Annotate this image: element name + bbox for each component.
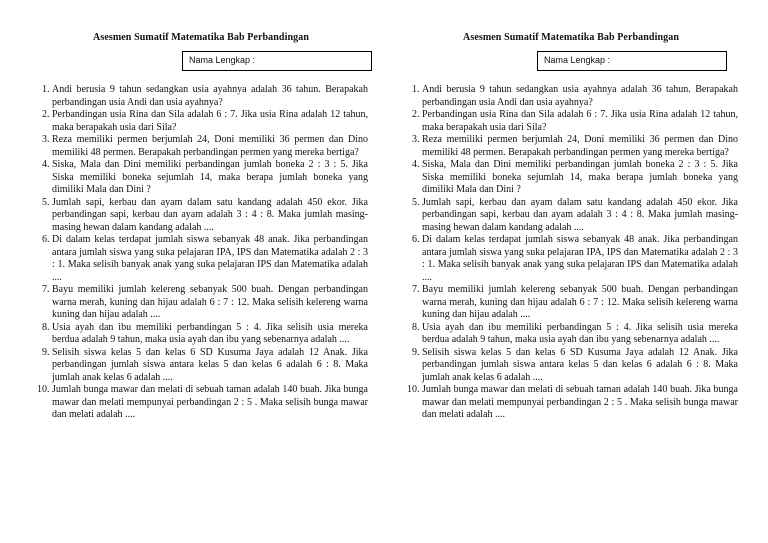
question-item: 6. Di dalam kelas terdapat jumlah siswa sebanyak 48 anak. Jika perbandingan antara jumlah siswa yang suka pelajaran IPA, IPS dan Matematika adalah 2 : 3 : 1. Maka selisih banyak anak yang suka pelajaran IPS dan Matematika adalah .... (422, 234, 738, 284)
name-field[interactable]: Nama Lengkap : (182, 51, 372, 71)
question-item: 2. Perbandingan usia Rina dan Sila adalah 6 : 7. Jika usia Rina adalah 12 tahun, maka berapakah usia dari Sila? (52, 109, 368, 134)
question-item: 8. Usia ayah dan ibu memiliki perbandingan 5 : 4. Jika selisih usia mereka berdua adalah 9 tahun, maka usia ayah dan ibu yang sebenarnya adalah .... (52, 322, 368, 347)
question-item: 5. Jumlah sapi, kerbau dan ayam dalam satu kandang adalah 450 ekor. Jika perbandingan sapi, kerbau dan ayam adalah 3 : 4 : 8. Maka jumlah masing-masing hewan dalam kandang adalah .... (422, 197, 738, 235)
worksheet-title: Asesmen Sumatif Matematika Bab Perbandingan (463, 32, 679, 43)
question-item: 10. Jumlah bunga mawar dan melati di sebuah taman adalah 140 buah. Jika bunga mawar dan melati mempunyai perbandingan 2 : 5 . Maka selisih bunga mawar dan melati adalah .... (422, 384, 738, 422)
question-item: 8. Usia ayah dan ibu memiliki perbandingan 5 : 4. Jika selisih usia mereka berdua adalah 9 tahun, maka usia ayah dan ibu yang sebenarnya adalah .... (422, 322, 738, 347)
question-item: 2. Perbandingan usia Rina dan Sila adalah 6 : 7. Jika usia Rina adalah 12 tahun, maka berapakah usia dari Sila? (422, 109, 738, 134)
name-field[interactable]: Nama Lengkap : (537, 51, 727, 71)
question-item: 10. Jumlah bunga mawar dan melati di sebuah taman adalah 140 buah. Jika bunga mawar dan melati mempunyai perbandingan 2 : 5 . Maka selisih bunga mawar dan melati adalah .... (52, 384, 368, 422)
question-item: 4. Siska, Mala dan Dini memiliki perbandingan jumlah boneka 2 : 3 : 5. Jika Siska memiliki boneka sejumlah 14, maka berapa jumlah boneka yang dimiliki Mala dan Dini ? (52, 159, 368, 197)
worksheet-right (384, 0, 768, 543)
question-item: 9. Selisih siswa kelas 5 dan kelas 6 SD Kusuma Jaya adalah 12 Anak. Jika perbandingan jumlah siswa antara kelas 5 dan kelas 6 adalah 6 : 8. Maka jumlah anak kelas 6 adalah .... (52, 347, 368, 385)
question-list (404, 84, 738, 422)
question-item: 5. Jumlah sapi, kerbau dan ayam dalam satu kandang adalah 450 ekor. Jika perbandingan sapi, kerbau dan ayam adalah 3 : 4 : 8. Maka jumlah masing-masing hewan dalam kandang adalah .... (52, 197, 368, 235)
question-item: 7. Bayu memiliki jumlah kelereng sebanyak 500 buah. Dengan perbandingan warna merah, kuning dan hijau adalah 6 : 7 : 12. Maka selisih kelereng warna kuning dan hijau adalah .... (52, 284, 368, 322)
question-item: 4. Siska, Mala dan Dini memiliki perbandingan jumlah boneka 2 : 3 : 5. Jika Siska memiliki boneka sejumlah 14, maka berapa jumlah boneka yang dimiliki Mala dan Dini ? (422, 159, 738, 197)
worksheet-title: Asesmen Sumatif Matematika Bab Perbandingan (93, 32, 309, 43)
question-item: 6. Di dalam kelas terdapat jumlah siswa sebanyak 48 anak. Jika perbandingan antara jumlah siswa yang suka pelajaran IPA, IPS dan Matematika adalah 2 : 3 : 1. Maka selisih banyak anak yang suka pelajaran IPS dan Matematika adalah .... (52, 234, 368, 284)
question-item: 3. Reza memiliki permen berjumlah 24, Doni memiliki 36 permen dan Dino memiliki 48 permen. Berapakah perbandingan permen yang mereka bertiga? (52, 134, 368, 159)
question-item: 1. Andi berusia 9 tahun sedangkan usia ayahnya adalah 36 tahun. Berapakah perbandingan usia Andi dan usia ayahnya? (52, 84, 368, 109)
question-item: 3. Reza memiliki permen berjumlah 24, Doni memiliki 36 permen dan Dino memiliki 48 permen. Berapakah perbandingan permen yang mereka bertiga? (422, 134, 738, 159)
question-item: 9. Selisih siswa kelas 5 dan kelas 6 SD Kusuma Jaya adalah 12 Anak. Jika perbandingan jumlah siswa antara kelas 5 dan kelas 6 adalah 6 : 8. Maka jumlah anak kelas 6 adalah .... (422, 347, 738, 385)
question-item: 1. Andi berusia 9 tahun sedangkan usia ayahnya adalah 36 tahun. Berapakah perbandingan usia Andi dan usia ayahnya? (422, 84, 738, 109)
question-list (34, 84, 368, 422)
question-item: 7. Bayu memiliki jumlah kelereng sebanyak 500 buah. Dengan perbandingan warna merah, kuning dan hijau adalah 6 : 7 : 12. Maka selisih kelereng warna kuning dan hijau adalah .... (422, 284, 738, 322)
